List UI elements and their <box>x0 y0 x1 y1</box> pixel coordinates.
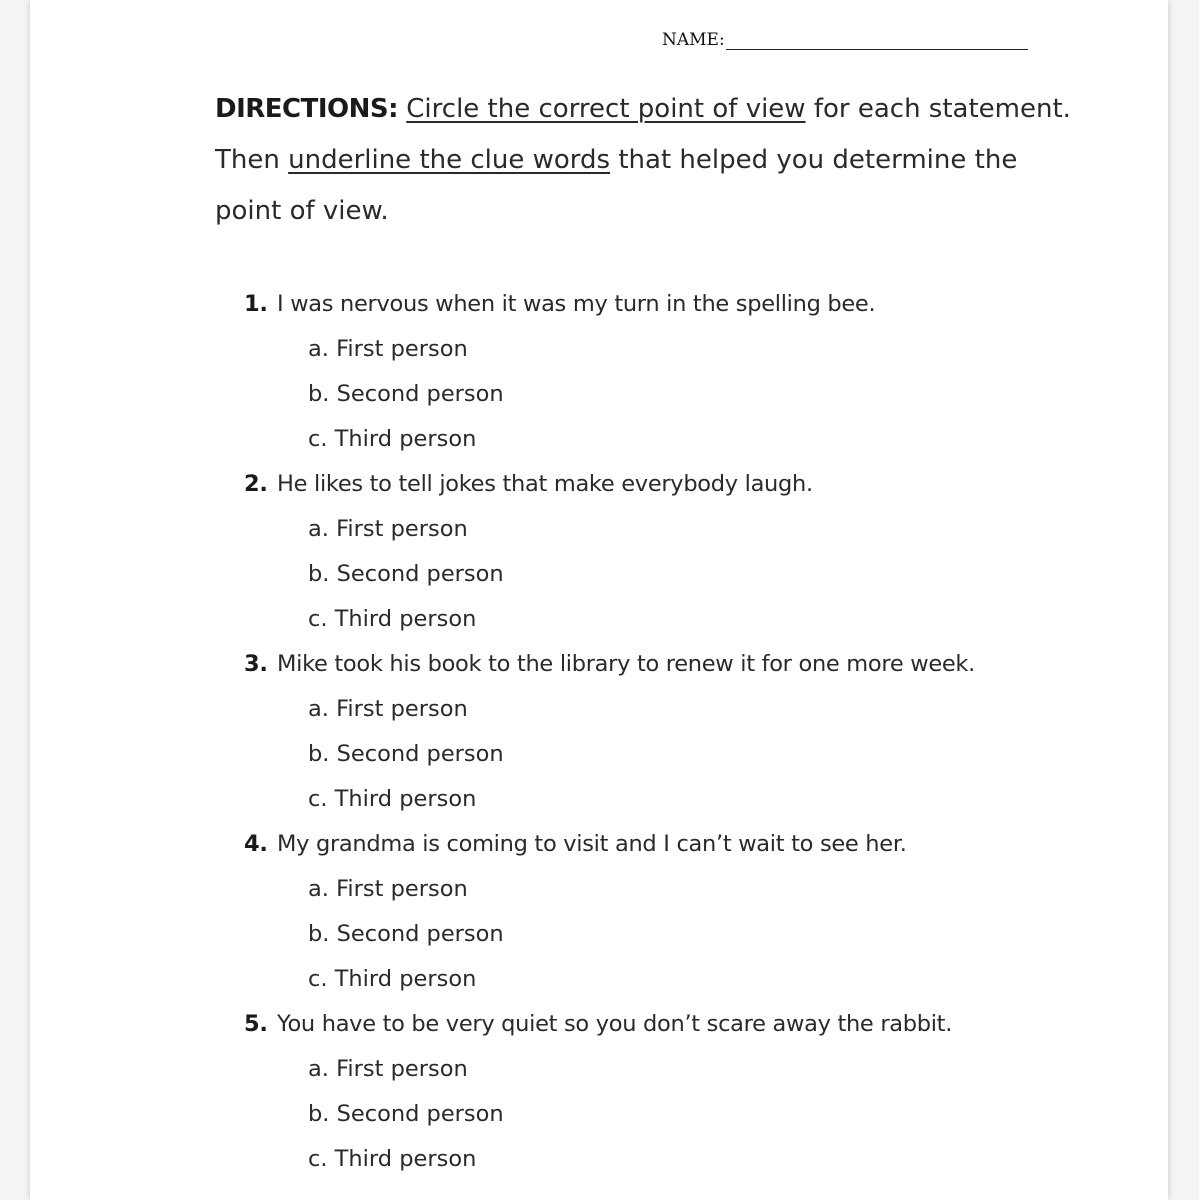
question-text: Mike took his book to the library to renew it for one more week. <box>277 651 975 677</box>
question-3 <box>244 642 1144 822</box>
option-a[interactable]: a. First person <box>308 876 468 902</box>
question-5 <box>244 1002 1144 1182</box>
name-label: NAME: <box>662 30 725 50</box>
option-b[interactable]: b. Second person <box>308 561 504 587</box>
directions-paragraph <box>215 84 1075 237</box>
option-c[interactable]: c. Third person <box>308 1146 477 1172</box>
question-statement <box>244 642 1144 687</box>
directions-text-part2: for each statement. Then <box>215 94 1071 175</box>
option-c[interactable]: c. Third person <box>308 606 477 632</box>
question-2 <box>244 462 1144 642</box>
option-c[interactable]: c. Third person <box>308 786 477 812</box>
option-b[interactable]: b. Second person <box>308 1101 504 1127</box>
name-blank-line <box>726 31 1028 50</box>
question-statement <box>244 1002 1144 1047</box>
directions-label: DIRECTIONS: <box>215 94 399 124</box>
directions-underline-instruction: underline the clue words <box>288 145 611 175</box>
option-a[interactable]: a. First person <box>308 516 468 542</box>
question-text: He likes to tell jokes that make everybody laugh. <box>277 471 813 497</box>
question-number: 1. <box>244 291 268 317</box>
question-number: 3. <box>244 651 268 677</box>
question-number: 2. <box>244 471 268 497</box>
question-statement <box>244 822 1144 867</box>
option-a[interactable]: a. First person <box>308 1056 468 1082</box>
directions-circle-instruction: Circle the correct point of view <box>406 94 806 124</box>
option-a[interactable]: a. First person <box>308 696 468 722</box>
question-1 <box>244 282 1144 462</box>
question-4 <box>244 822 1144 1002</box>
question-text: You have to be very quiet so you don’t scare away the rabbit. <box>277 1011 953 1037</box>
question-text: I was nervous when it was my turn in the spelling bee. <box>277 291 876 317</box>
question-text: My grandma is coming to visit and I can’t wait to see her. <box>277 831 907 857</box>
directions-text-part4: that helped you determine the point of view. <box>215 145 1018 226</box>
question-list <box>244 282 1144 1182</box>
question-number: 4. <box>244 831 268 857</box>
option-c[interactable]: c. Third person <box>308 966 477 992</box>
option-b[interactable]: b. Second person <box>308 741 504 767</box>
question-number: 5. <box>244 1011 268 1037</box>
option-b[interactable]: b. Second person <box>308 381 504 407</box>
option-a[interactable]: a. First person <box>308 336 468 362</box>
question-statement <box>244 282 1144 327</box>
option-b[interactable]: b. Second person <box>308 921 504 947</box>
worksheet-page <box>30 0 1168 1200</box>
question-statement <box>244 462 1144 507</box>
name-field <box>662 30 1028 50</box>
option-c[interactable]: c. Third person <box>308 426 477 452</box>
